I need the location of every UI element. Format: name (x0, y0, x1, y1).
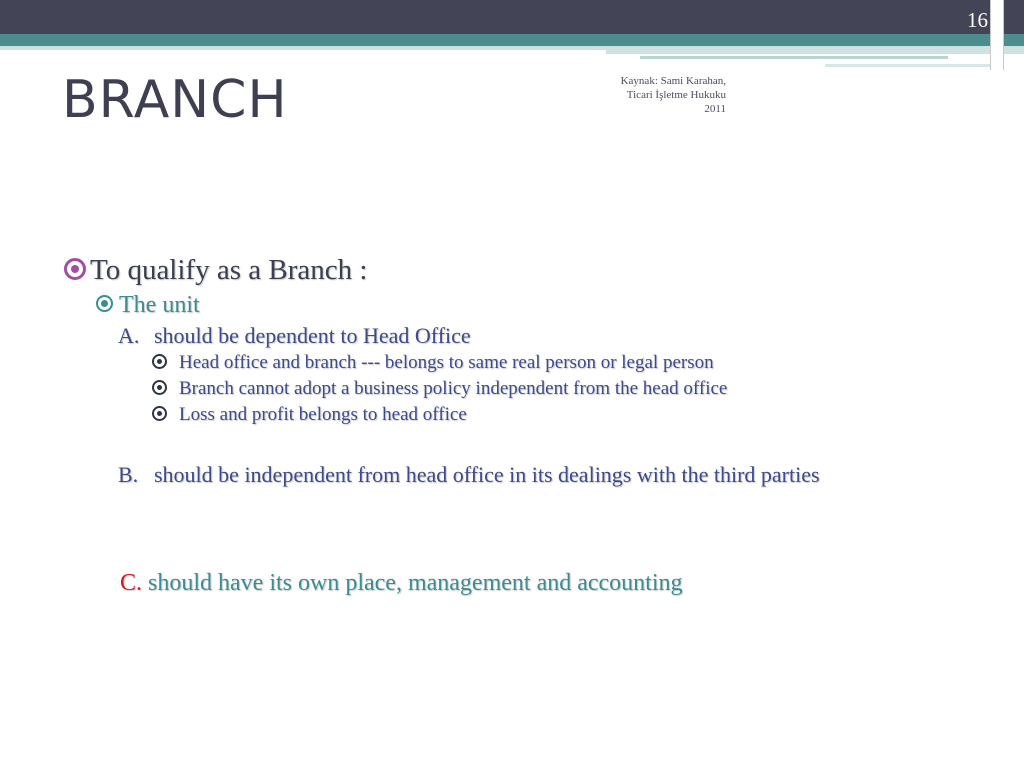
list-item-text: should be dependent to Head Office (154, 323, 471, 348)
ring-bullet-icon (152, 380, 167, 395)
bullet-level1-text: To qualify as a Branch : (90, 254, 368, 286)
list-item-text: should have its own place, management and accounting (148, 570, 683, 596)
sub-bullet-text: Branch cannot adopt a business policy independent from the head office (179, 378, 728, 399)
ring-bullet-icon (152, 354, 167, 369)
source-line: Ticari İşletme Hukuku (626, 89, 726, 101)
bullet-level1 (64, 254, 367, 287)
slide-number: 16 (967, 8, 988, 32)
bullet-level2-text: The unit (119, 292, 200, 318)
slide-title: BRANCH (62, 70, 288, 130)
list-item-b (118, 462, 944, 487)
sub-bullet-text: Loss and profit belongs to head office (179, 404, 467, 425)
list-item-c (120, 570, 683, 597)
list-marker: A. (118, 323, 140, 348)
header-accent-line (640, 56, 948, 59)
ring-bullet-icon (64, 258, 86, 280)
sub-bullet (152, 378, 727, 400)
source-citation (526, 74, 726, 116)
ring-bullet-icon (96, 295, 113, 312)
header-side-decoration (990, 0, 1004, 70)
sub-bullet-text: Head office and branch --- belongs to same real person or legal person (179, 352, 714, 373)
source-line: 2011 (704, 103, 726, 115)
sub-bullet (152, 352, 714, 374)
bullet-level2 (96, 292, 200, 319)
header-accent-band (0, 34, 1024, 46)
header-band (0, 0, 1024, 34)
header-accent-line (0, 46, 606, 50)
header-accent-line (606, 46, 1024, 54)
header-accent-line (825, 64, 990, 67)
sub-bullet (152, 404, 467, 426)
list-item-a (118, 323, 471, 349)
list-item-text: should be independent from head office in its dealings with the third parties (154, 462, 820, 487)
source-line: Kaynak: Sami Karahan, (620, 75, 726, 87)
list-marker: B. (118, 462, 139, 487)
list-marker: C. (120, 570, 143, 596)
ring-bullet-icon (152, 406, 167, 421)
